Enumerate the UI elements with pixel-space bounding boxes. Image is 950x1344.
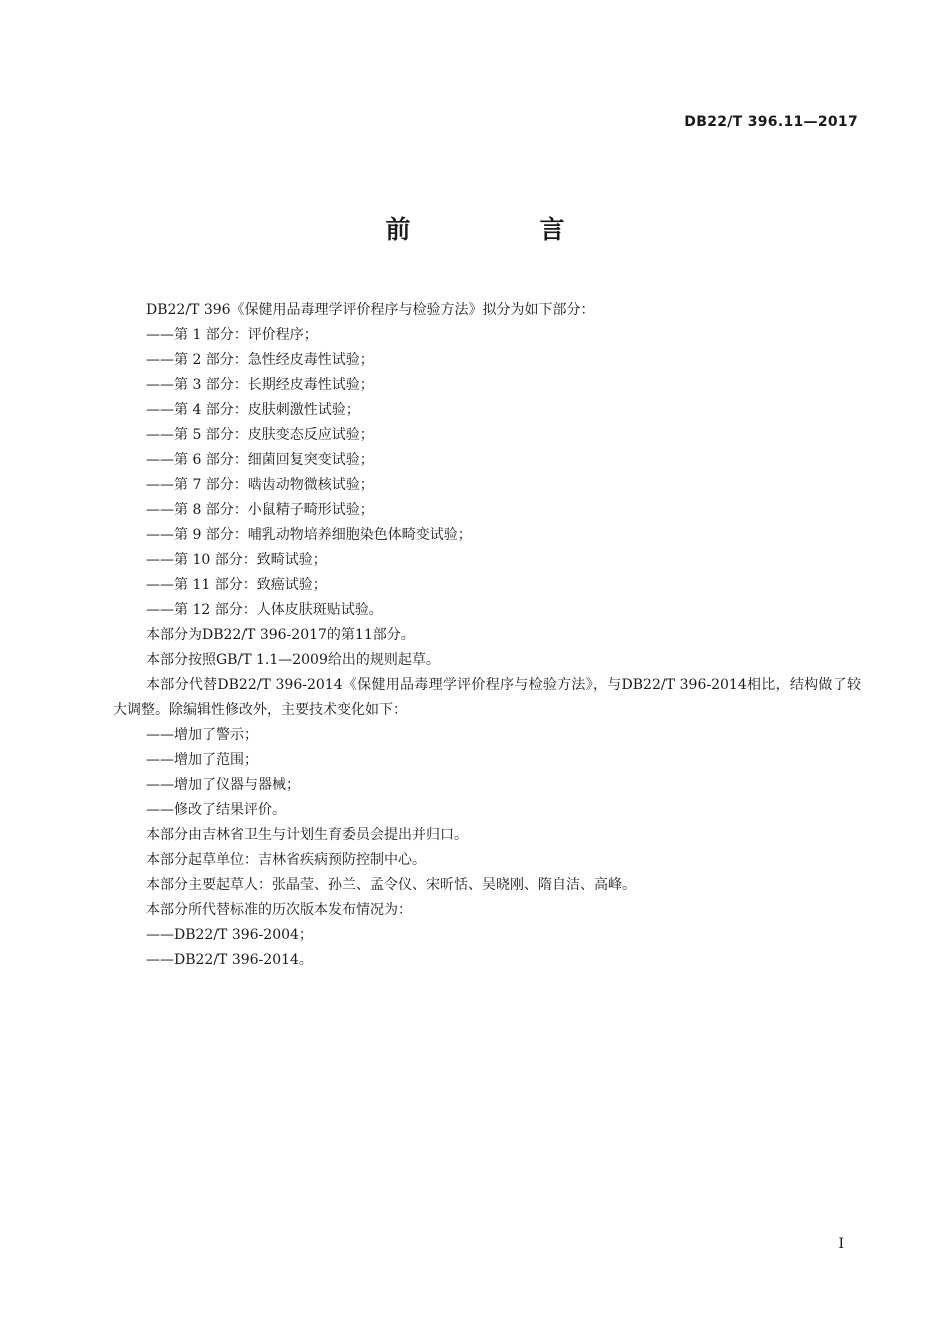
list-item: ——第 1 部分：评价程序； (146, 327, 318, 343)
list-item: ——第 3 部分：长期经皮毒性试验； (146, 377, 374, 393)
list-item: ——第 11 部分：致癌试验； (146, 577, 327, 593)
document-body (113, 298, 861, 973)
paragraph-line: 本部分由吉林省卫生与计划生育委员会提出并归口。 (146, 827, 468, 843)
list-item: ——增加了仪器与器械； (146, 777, 300, 793)
list-item: ——修改了结果评价。 (146, 802, 286, 818)
paragraph-line: 本部分为DB22/T 396-2017的第11部分。 (146, 627, 415, 643)
list-item: ——第 2 部分：急性经皮毒性试验； (146, 352, 374, 368)
list-item: ——增加了范围； (146, 752, 258, 768)
page-title: 前 言 (385, 215, 617, 244)
list-item: ——第 9 部分：哺乳动物培养细胞染色体畸变试验； (146, 527, 472, 543)
paragraph-line: 本部分所代替标准的历次版本发布情况为： (146, 902, 412, 918)
list-item: ——第 8 部分：小鼠精子畸形试验； (146, 502, 374, 518)
list-item: ——DB22/T 396-2014。 (146, 952, 313, 968)
list-item: ——DB22/T 396-2004； (146, 927, 313, 943)
paragraph-line: 本部分主要起草人：张晶莹、孙兰、孟令仪、宋昕恬、吴晓刚、隋自洁、高峰。 (146, 877, 636, 893)
list-item: ——第 5 部分：皮肤变态反应试验； (146, 427, 374, 443)
list-item: ——第 6 部分：细菌回复突变试验； (146, 452, 374, 468)
paragraph-line: 本部分起草单位：吉林省疾病预防控制中心。 (146, 852, 426, 868)
replace-paragraph: 本部分代替DB22/T 396-2014《保健用品毒理学评价程序与检验方法》，与DB22/T 396-2014相比，结构做了较大调整。除编辑性修改外，主要技术变化如下： (113, 677, 861, 718)
document-code: DB22/T 396.11—2017 (684, 114, 858, 130)
list-item: ——第 7 部分：啮齿动物微核试验； (146, 477, 374, 493)
paragraph-line: 本部分按照GB/T 1.1—2009给出的规则起草。 (146, 652, 440, 668)
list-item: ——第 4 部分：皮肤刺激性试验； (146, 402, 360, 418)
list-item: ——第 10 部分：致畸试验； (146, 552, 327, 568)
paragraph-line: DB22/T 396《保健用品毒理学评价程序与检验方法》拟分为如下部分： (146, 302, 595, 318)
list-item: ——第 12 部分：人体皮肤斑贴试验。 (146, 602, 383, 618)
page-number: I (838, 1236, 844, 1252)
list-item: ——增加了警示； (146, 727, 258, 743)
